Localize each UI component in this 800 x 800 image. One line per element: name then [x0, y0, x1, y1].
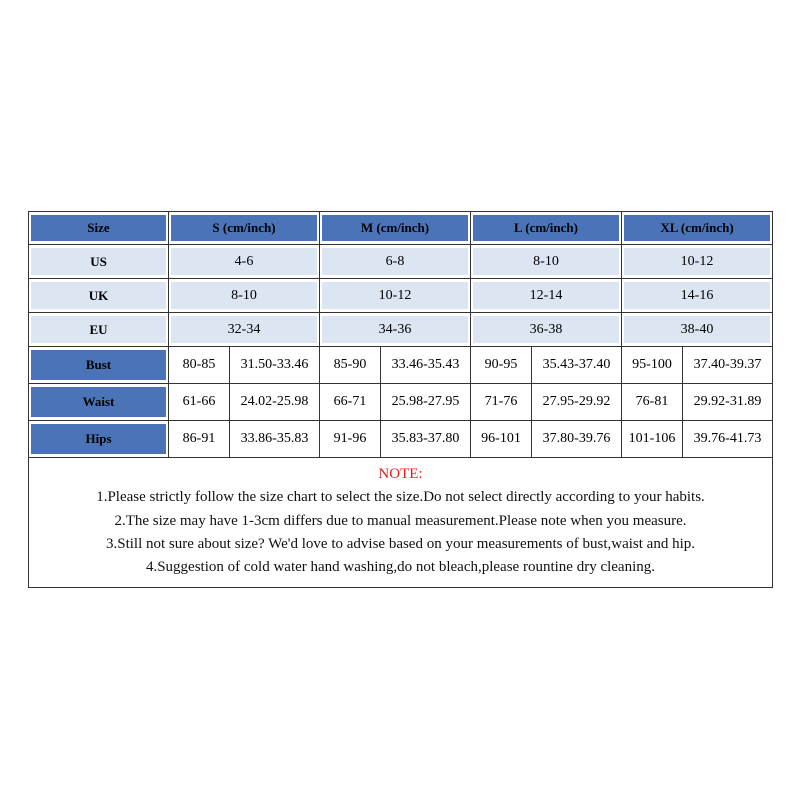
size-row-eu	[29, 313, 773, 347]
inch-cell: 24.02-25.98	[230, 384, 320, 421]
row-label: UK	[29, 279, 169, 313]
cm-cell: 96-101	[471, 421, 532, 458]
header-cell-m: M (cm/inch)	[320, 212, 471, 245]
header-cell-l: L (cm/inch)	[471, 212, 622, 245]
cm-cell: 95-100	[622, 347, 683, 384]
header-cell-size: Size	[29, 212, 169, 245]
inch-cell: 33.46-35.43	[381, 347, 471, 384]
size-row-us	[29, 245, 773, 279]
size-cell: 32-34	[169, 313, 320, 347]
size-cell: 8-10	[169, 279, 320, 313]
header-cell-xl: XL (cm/inch)	[622, 212, 773, 245]
note-line: 2.The size may have 1-3cm differs due to manual measurement.Please note when you measure.	[114, 512, 687, 529]
cm-cell: 90-95	[471, 347, 532, 384]
cm-cell: 80-85	[169, 347, 230, 384]
cm-cell: 101-106	[622, 421, 683, 458]
size-chart-header-row	[29, 212, 773, 245]
size-cell: 38-40	[622, 313, 773, 347]
inch-cell: 35.83-37.80	[381, 421, 471, 458]
inch-cell: 39.76-41.73	[683, 421, 773, 458]
note-line: 4.Suggestion of cold water hand washing,do not bleach,please rountine dry cleaning.	[145, 559, 656, 576]
size-cell: 10-12	[320, 279, 471, 313]
row-label: Hips	[29, 421, 169, 458]
notes-title: NOTE:	[378, 466, 423, 482]
inch-cell: 27.95-29.92	[532, 384, 622, 421]
size-cell: 10-12	[622, 245, 773, 279]
row-label: US	[29, 245, 169, 279]
inch-cell: 35.43-37.40	[532, 347, 622, 384]
size-cell: 8-10	[471, 245, 622, 279]
measure-row-bust	[29, 347, 773, 384]
size-cell: 12-14	[471, 279, 622, 313]
inch-cell: 37.40-39.37	[683, 347, 773, 384]
size-cell: 4-6	[169, 245, 320, 279]
cm-cell: 91-96	[320, 421, 381, 458]
header-cell-s: S (cm/inch)	[169, 212, 320, 245]
size-cell: 36-38	[471, 313, 622, 347]
measure-row-waist	[29, 384, 773, 421]
inch-cell: 31.50-33.46	[230, 347, 320, 384]
row-label: Waist	[29, 384, 169, 421]
note-line: 1.Please strictly follow the size chart to select the size.Do not select directly according to your habits.	[96, 489, 705, 506]
row-label: Bust	[29, 347, 169, 384]
size-chart	[28, 211, 773, 588]
cm-cell: 61-66	[169, 384, 230, 421]
measure-row-hips	[29, 421, 773, 458]
size-cell: 14-16	[622, 279, 773, 313]
cm-cell: 66-71	[320, 384, 381, 421]
cm-cell: 86-91	[169, 421, 230, 458]
size-cell: 34-36	[320, 313, 471, 347]
row-label: EU	[29, 313, 169, 347]
cm-cell: 85-90	[320, 347, 381, 384]
notes-box	[29, 458, 773, 588]
inch-cell: 29.92-31.89	[683, 384, 773, 421]
size-row-uk	[29, 279, 773, 313]
cm-cell: 76-81	[622, 384, 683, 421]
note-line: 3.Still not sure about size? We'd love to advise based on your measurements of bust,waist and hip.	[105, 535, 696, 552]
inch-cell: 33.86-35.83	[230, 421, 320, 458]
cm-cell: 71-76	[471, 384, 532, 421]
size-cell: 6-8	[320, 245, 471, 279]
inch-cell: 25.98-27.95	[381, 384, 471, 421]
inch-cell: 37.80-39.76	[532, 421, 622, 458]
